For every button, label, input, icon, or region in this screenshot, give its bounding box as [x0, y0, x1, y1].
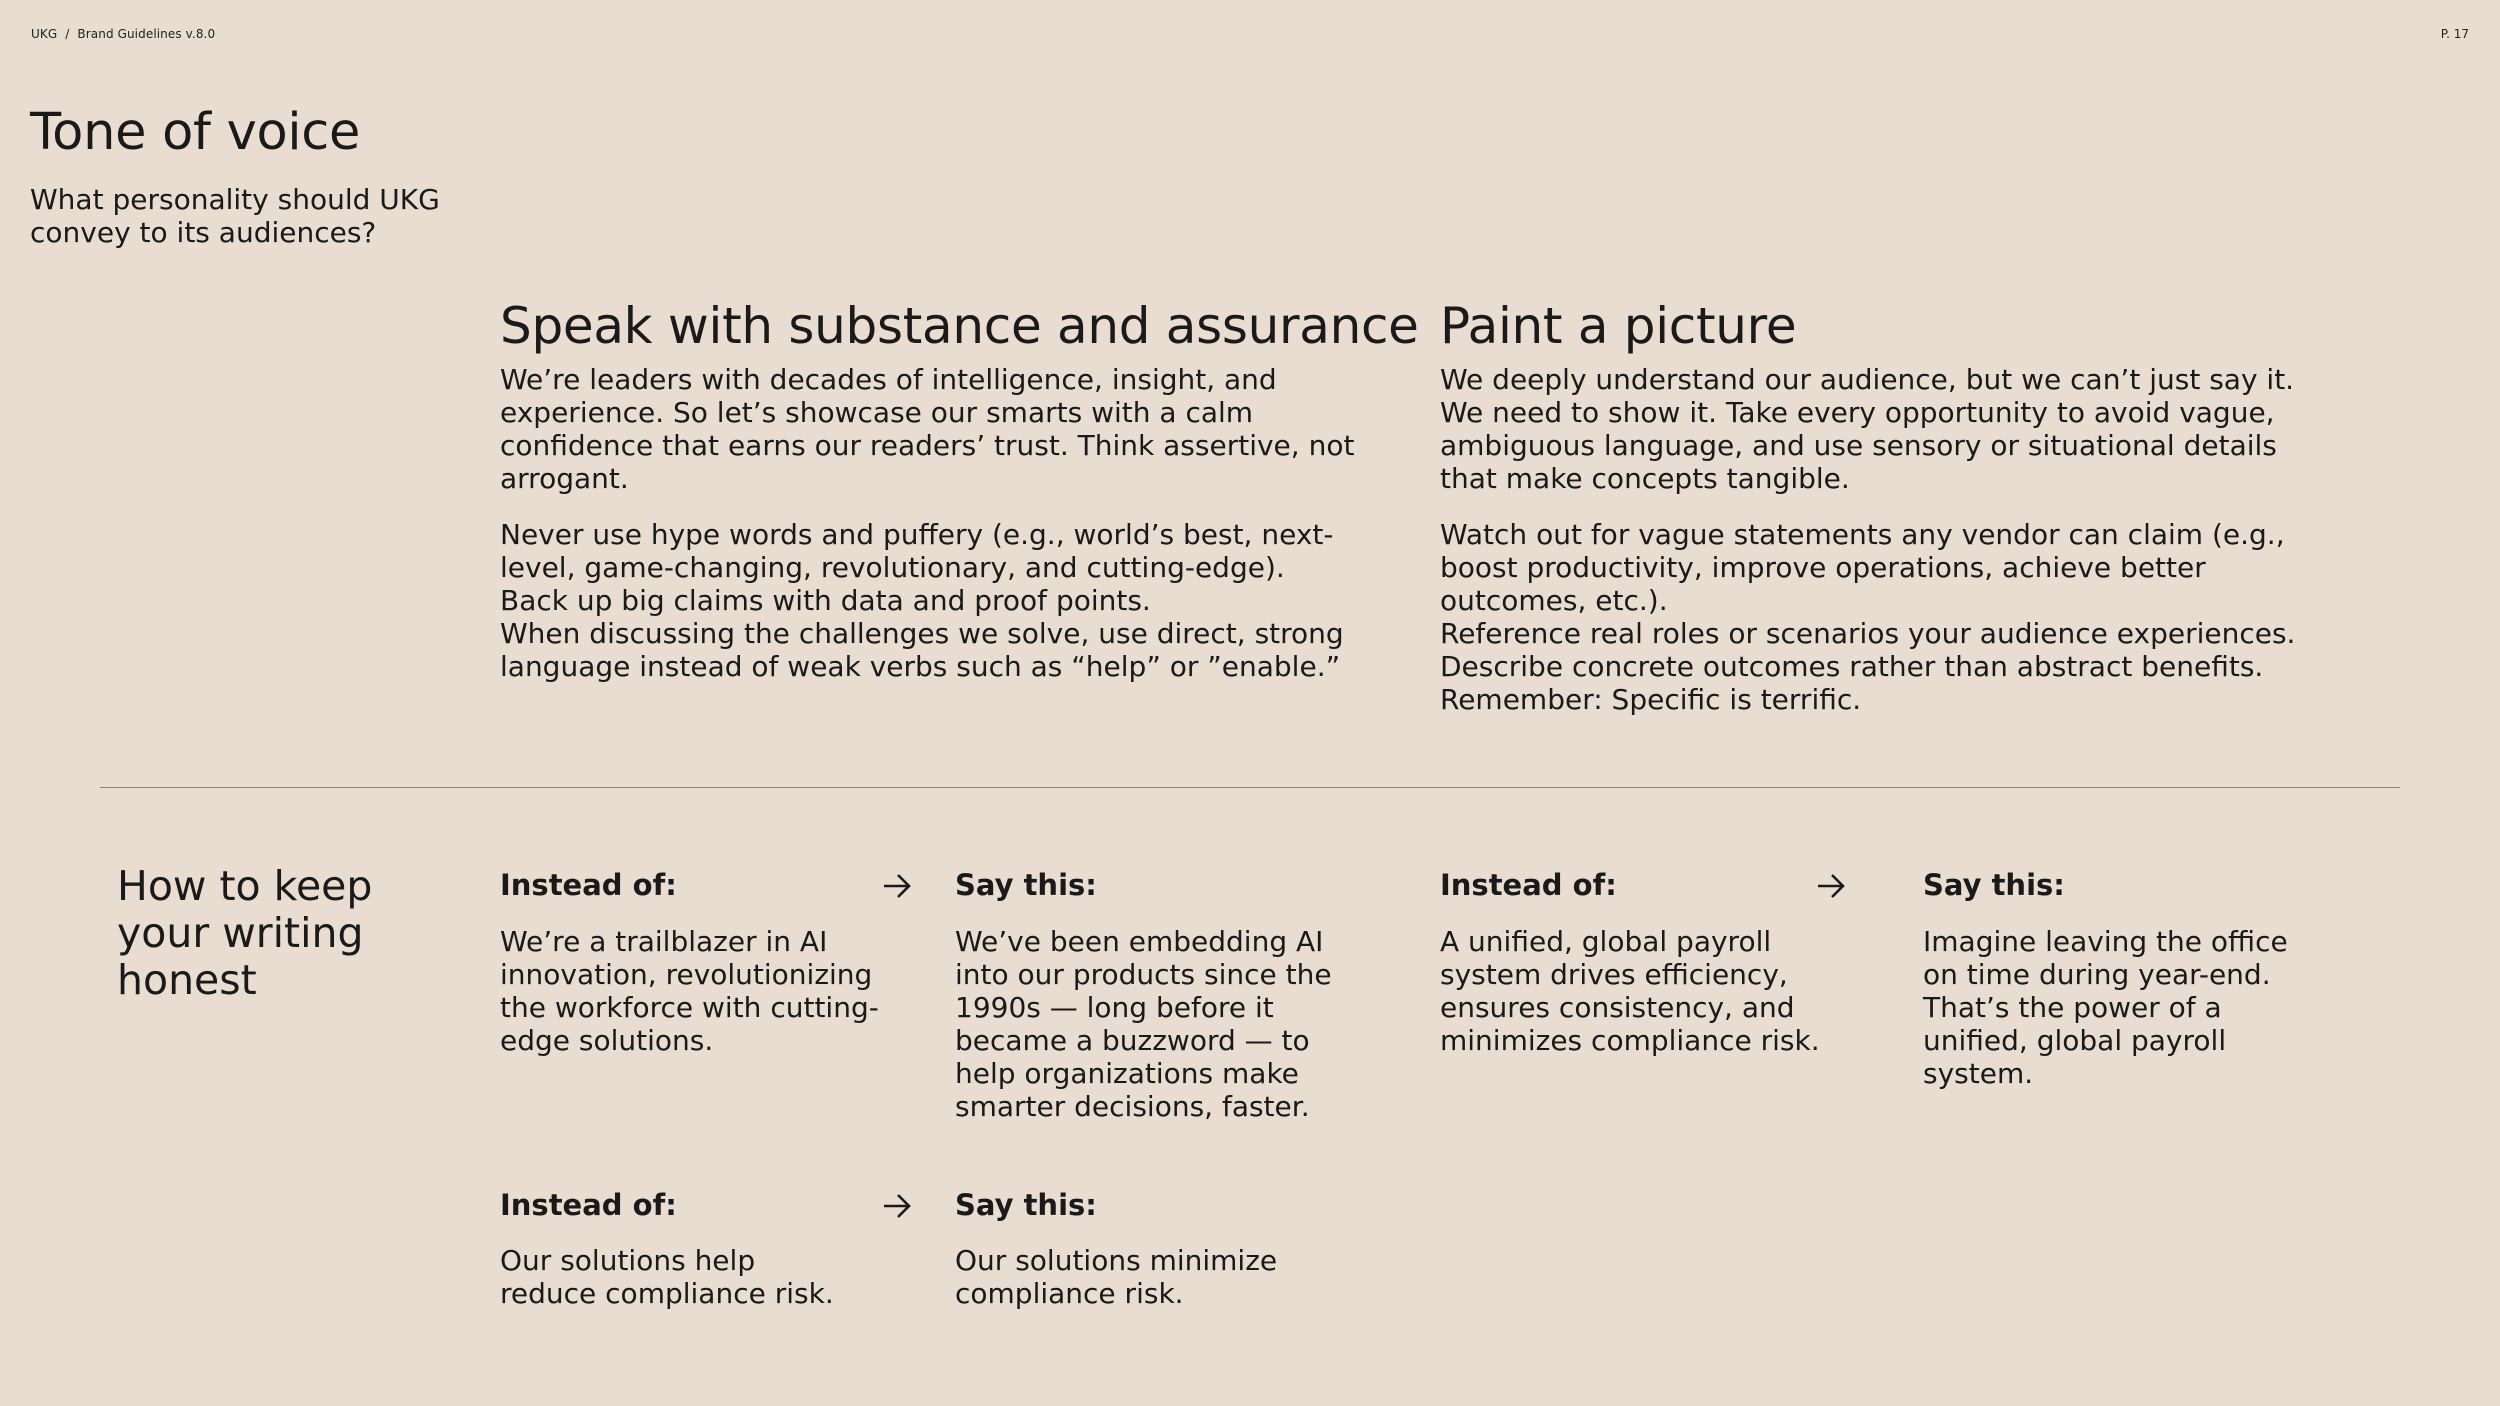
principle-paint-picture [1440, 296, 2320, 716]
principle-heading: Paint a picture [1440, 297, 1797, 355]
instead-of-label: Instead of: [1440, 868, 1617, 902]
principle-body [1440, 363, 2320, 716]
principle-line: Remember: Specific is terrific. [1440, 683, 1862, 716]
say-this-label: Say this: [955, 868, 1097, 902]
brand-name: UKG [31, 27, 58, 41]
page-number: P. 17 [2440, 27, 2469, 41]
instead-of-example: A unified, global payroll system drives efficiency, ensures consistency, and minimizes compliance risk. [1440, 925, 1820, 1057]
say-this-example: We’ve been embedding AI into our products since the 1990s — long before it became a buzzword — to help organizations make smarter decisions, faster. [955, 925, 1332, 1123]
page-subtitle: What personality should UKG convey to its audiences? [30, 183, 440, 249]
arrow-right-icon [881, 1190, 913, 1222]
principle-heading: Speak with substance and assurance [500, 297, 1419, 355]
section-divider [100, 787, 2400, 788]
principle-line: Back up big claims with data and proof points. [500, 584, 1151, 617]
say-this-label: Say this: [1923, 868, 2065, 902]
principle-line: Never use hype words and puffery (e.g., world’s best, next-level, game-changing, revolutionary, and cutting-edge). [500, 518, 1334, 584]
arrow-right-icon [881, 870, 913, 902]
document-title: Brand Guidelines v.8.0 [77, 27, 216, 41]
breadcrumb-separator: / [65, 27, 70, 41]
say-this-example: Imagine leaving the office on time during year-end. That’s the power of a unified, global payroll system. [1923, 925, 2288, 1090]
principle-paragraph: We deeply understand our audience, but we can’t just say it. We need to show it. Take every opportunity to avoid vague, ambiguous language, and use sensory or situational details that make concepts tangible. [1440, 363, 2295, 495]
page-title: Tone of voice [30, 103, 361, 162]
breadcrumb [31, 27, 215, 41]
principle-substance [500, 296, 1419, 683]
principle-body [500, 363, 1380, 683]
say-this-example: Our solutions minimize compliance risk. [955, 1244, 1278, 1310]
principle-paragraph: We’re leaders with decades of intelligence, insight, and experience. So let’s showcase our smarts with a calm confidence that earns our readers’ trust. Think assertive, not arrogant. [500, 363, 1355, 495]
principle-line: Reference real roles or scenarios your audience experiences. [1440, 617, 2296, 650]
principle-line: When discussing the challenges we solve, use direct, strong language instead of weak verbs such as “help” or ”enable.” [500, 617, 1344, 683]
principle-line: Watch out for vague statements any vendor can claim (e.g., boost productivity, improve operations, achieve better outcomes, etc.). [1440, 518, 2285, 617]
instead-of-label: Instead of: [500, 1188, 677, 1222]
principle-line: Describe concrete outcomes rather than abstract benefits. [1440, 650, 2264, 683]
say-this-label: Say this: [955, 1188, 1097, 1222]
instead-of-example: We’re a trailblazer in AI innovation, revolutionizing the workforce with cutting-edge solutions. [500, 925, 879, 1057]
arrow-right-icon [1815, 870, 1847, 902]
honest-section-title: How to keep your writing honest [117, 862, 373, 1004]
instead-of-example: Our solutions help reduce compliance risk. [500, 1244, 834, 1310]
instead-of-label: Instead of: [500, 868, 677, 902]
